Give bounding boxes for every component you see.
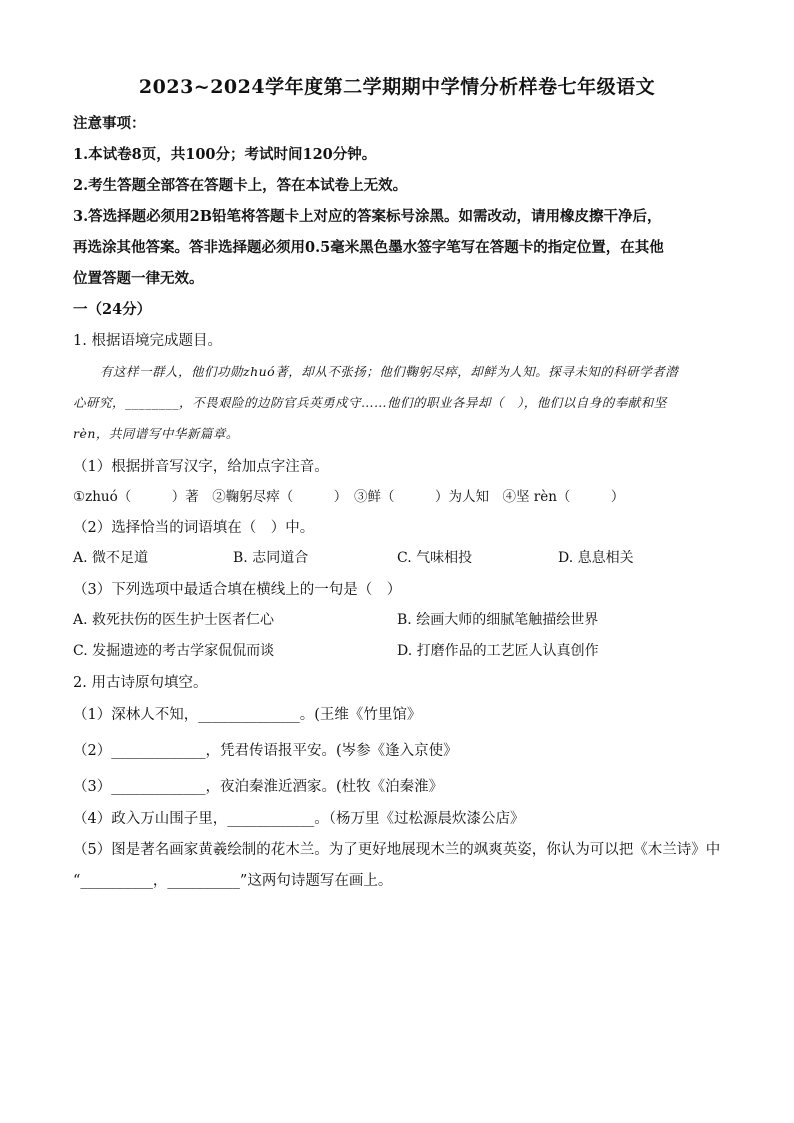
question-stem: 2. 用古诗原句填空。: [73, 675, 208, 691]
section-heading: 一（24分）: [73, 301, 152, 318]
option-c: C. 气味相投: [397, 550, 473, 566]
option-a: A. 微不足道: [73, 550, 149, 566]
option-c: C. 发掘遗迹的考古学家侃侃而谈: [73, 643, 275, 659]
sub-question: （3）下列选项中最适合填在横线上的一句是（ ）: [73, 582, 402, 598]
sub-question: （2）选择恰当的词语填在（ ）中。: [73, 520, 315, 536]
notice-item: 位置答题一律无效。: [73, 270, 204, 287]
passage-line: rèn，共同谱写中华新篇章。: [73, 426, 239, 441]
passage-line: 有这样一群人，他们功勋zhuó著，却从不张扬；他们鞠躬尽瘁，却鲜为人知。探寻未知的科研学者潜: [100, 364, 679, 379]
answer-blanks: ①zhuó（ ）著 ②鞠躬尽瘁（ ） ③鲜（ ）为人知 ④坚 rèn（ ）: [73, 489, 625, 505]
notice-item: 1.本试卷8页，共100分；考试时间120分钟。: [73, 146, 377, 163]
question-stem: 1. 根据语境完成题目。: [73, 333, 222, 349]
passage-line: 心研究，________，不畏艰险的边防官兵英勇戍守……他们的职业各异却（ ），他们以自身的奉献和坚: [73, 395, 667, 410]
fill-blank-item: “__________，__________”这两句诗题写在画上。: [73, 873, 393, 889]
fill-blank-item: （4）政入万山围子里，____________。（杨万里《过松源晨炊漆公店》: [73, 811, 525, 827]
fill-blank-item: （5）图是著名画家黄羲绘制的花木兰。为了更好地展现木兰的飒爽英姿，你认为可以把《木兰诗》中: [73, 842, 721, 858]
option-d: D. 息息相关: [558, 550, 634, 566]
notice-item: 3.答选择题必须用2B铅笔将答题卡上对应的答案标号涂黑。如需改动，请用橡皮擦干净后，: [73, 208, 662, 225]
notice-heading: 注意事项：: [73, 115, 146, 132]
sub-question: （1）根据拼音写汉字，给加点字注音。: [73, 459, 329, 475]
fill-blank-item: （3）_____________，夜泊秦淮近酒家。(杜牧《泊秦淮》: [73, 779, 444, 795]
option-b: B. 绘画大师的细腻笔触描绘世界: [397, 612, 599, 628]
option-a: A. 救死扶伤的医生护士医者仁心: [73, 612, 275, 628]
fill-blank-item: （1）深林人不知，______________。(王维《竹里馆》: [73, 707, 422, 723]
option-d: D. 打磨作品的工艺匠人认真创作: [397, 643, 599, 659]
option-b: B. 志同道合: [233, 550, 309, 566]
notice-item: 2.考生答题全部答在答题卡上，答在本试卷上无效。: [73, 177, 408, 194]
notice-item: 再选涂其他答案。答非选择题必须用0.5毫米黑色墨水签字笔写在答题卡的指定位置，在其他: [73, 239, 664, 256]
fill-blank-item: （2）_____________，凭君传语报平安。(岑参《逢入京使》: [73, 743, 458, 759]
page-title: 2023~2024学年度第二学期期中学情分析样卷七年级语文: [138, 76, 656, 98]
